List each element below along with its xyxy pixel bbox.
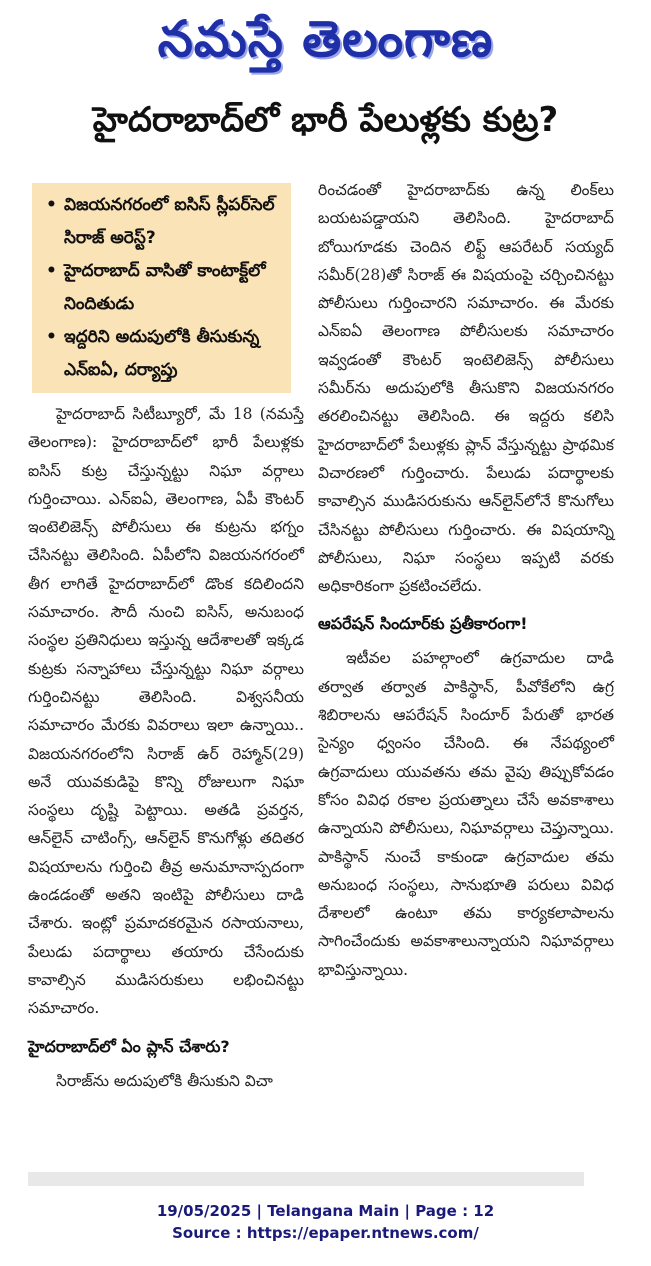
- article-paragraph: ఇటీవల పహల్గాంలో ఉగ్రవాదుల దాడి తర్వాత తర్వాత పాకిస్థాన్, పీవోకేలోని ఉగ్ర శిబిరాలను ఆపరేషన్ సిందూర్ పేరుతో భారత సైన్యం ధ్వంసం చేసింది. ఈ నేపథ్యంలో ఉగ్రవాదులు యువతను తమ వైపు తిప్పుకోవడం కోసం వివిధ రకాల ప్రయత్నాలు చేసే అవకాశాలు ఉన్నాయని పోలీసులు, నిఘావర్గాలు చెప్తున్నాయి. పాకిస్థాన్ నుంచే కాకుండా ఉగ్రవాదుల తమ అనుబంధ సంస్థలు, సానుభూతి పరులు వివిధ దేశాలలో ఉంటూ తమ కార్యకలాపాలను సాగించేందుకు అవకాశాలున్నాయని నిఘావర్గాలు భావిస్తున్నాయి.: [318, 649, 614, 979]
- article-paragraph: హైదరాబాద్ సిటీబ్యూరో, మే 18 (నమస్తే తెలంగాణ): హైదరాబాద్‌లో భారీ పేలుళ్లకు ఐసిస్ కుట్ర చేస్తున్నట్టు నిఘా వర్గాలు గుర్తించాయి. ఎన్‌ఐఏ, తెలంగాణ, ఏపీ కౌంటర్ ఇంటెలిజెన్స్ పోలీసులు ఈ కుట్రను భగ్నం చేసినట్టు తెలిసింది. ఏపీలోని విజయనగరంలో తీగ లాగితే హైదరాబాద్‌లో డొంక కదిలిందని సమాచారం. సౌదీ నుంచి ఐసిస్, అనుబంధ సంస్థల ప్రతినిధులు ఇస్తున్న ఆదేశాలతో ఇక్కడ కుట్రకు సన్నాహాలు చేస్తున్నట్టు నిఘా వర్గాలు గుర్తించినట్టు తెలిసింది. విశ్వసనీయ సమాచారం మేరకు వివరాలు ఇలా ఉన్నాయి.. విజయనగరంలోని సిరాజ్ ఉర్ రెహ్మాన్(29) అనే యువకుడిపై కొన్ని రోజులుగా నిఘా సంస్థలు దృష్టి పెట్టాయి. అతడి ప్రవర్తన, ఆన్‌లైన్ చాటింగ్స్, ఆన్‌లైన్ కొనుగోళ్లు తదితర విషయాలను గుర్తించి తీవ్ర అనుమానాస్పదంగా ఉండడంతో అతని ఇంటిపై పోలీసులు దాడి చేశారు. ఇంట్లో ప్రమాదకరమైన రసాయనాలు, పేలుడు పదార్థాలు తయారు చేసేందుకు కావాల్సిన ముడిసరుకులు లభించినట్టు సమాచారం.: [28, 405, 304, 1018]
- bullet-icon: •: [46, 261, 57, 281]
- footer-source-link[interactable]: Source : https://epaper.ntnews.com/: [172, 1224, 479, 1242]
- bullet-icon: •: [46, 327, 57, 347]
- highlight-text: ఇద్దరిని అదుపులోకి తీసుకున్న ఎన్‌ఐఏ, దర్యాప్తు: [64, 327, 260, 380]
- footer-edition-info: 19/05/2025 | Telangana Main | Page : 12: [156, 1202, 495, 1220]
- highlight-text: హైదరాబాద్ వాసితో కాంటాక్ట్‌లో నిందితుడు: [64, 261, 266, 314]
- highlight-text: విజయనగరంలో ఐసిస్ స్లీపర్‌సెల్ సిరాజ్ అరెస్ట్?: [64, 195, 275, 248]
- highlights-box: [32, 183, 291, 393]
- bullet-icon: •: [46, 195, 57, 215]
- article-paragraph: రించడంతో హైదరాబాద్‌కు ఉన్న లింక్‌లు బయటపడ్డాయని తెలిసింది. హైదరాబాద్ బోయిగూడకు చెందిన లిఫ్ట్ ఆపరేటర్ సయ్యద్ సమీర్(28)తో సిరాజ్ ఈ విషయంపై చర్చించినట్టు పోలీసులు గుర్తించారని సమాచారం. ఈ మేరకు ఎన్‌ఐఏ తెలంగాణ పోలీసులకు సమాచారం ఇవ్వడంతో కౌంటర్ ఇంటెలిజెన్స్ పోలీసులు సమీర్‌ను అదుపులోకి తీసుకొని విజయనగరం తరలించినట్టు తెలిసింది. ఈ ఇద్దరు కలిసి హైదరాబాద్‌లో పేలుళ్లకు ప్లాన్ వేస్తున్నట్టు ప్రాథమిక విచారణలో గుర్తించారు. పేలుడు పదార్థాలకు కావాల్సిన ముడిసరుకును ఆన్‌లైన్‌లోనే కొనుగోలు చేసినట్టు పోలీసులు గుర్తించారు. ఈ విషయాన్ని పోలీసులు, నిఘా సంస్థలు ఇప్పటి వరకు అధికారికంగా ప్రకటించలేదు.: [318, 181, 614, 596]
- highlight-item: [46, 255, 283, 321]
- page-footer: [0, 1200, 651, 1244]
- highlight-item: [46, 189, 283, 255]
- article-paragraph: సిరాజ్‌ను అదుపులోకి తీసుకుని విచా: [56, 1071, 273, 1090]
- highlights-list: [46, 189, 283, 387]
- masthead: [0, 0, 651, 82]
- newspaper-title: నమస్తే తెలంగాణ: [157, 9, 494, 68]
- highlight-item: [46, 321, 283, 387]
- article-headline: హైదరాబాద్‌లో భారీ పేలుళ్లకు కుట్ర?: [92, 100, 559, 140]
- article-subheading: హైదరాబాద్‌లో ఏం ప్లాన్ చేశారు?: [28, 1036, 230, 1056]
- article-column-right: [318, 176, 614, 984]
- article-column-left: [28, 400, 304, 1095]
- article-subheading: ఆపరేషన్ సిందూర్‌కు ప్రతీకారంగా!: [318, 614, 528, 634]
- page-divider: [28, 1172, 584, 1186]
